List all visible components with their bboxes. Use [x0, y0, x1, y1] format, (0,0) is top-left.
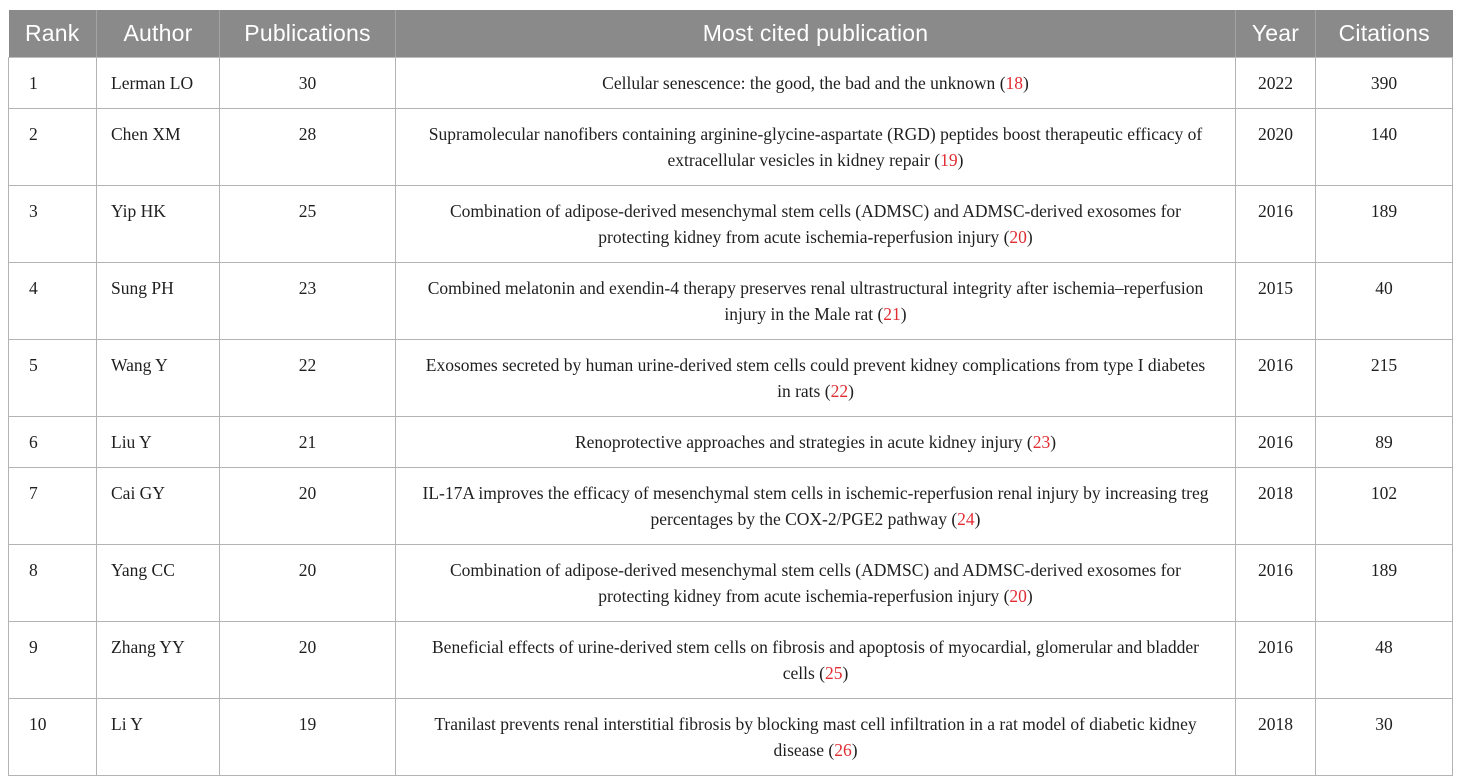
column-header-rank: Rank	[9, 10, 97, 58]
citation-reference-link[interactable]: 20	[1009, 586, 1027, 606]
year-cell: 2016	[1236, 622, 1316, 699]
author-cell: Li Y	[97, 699, 220, 776]
reference-open-paren: (	[820, 381, 831, 401]
reference-close-paren: )	[851, 740, 858, 760]
citations-count-cell: 30	[1316, 699, 1453, 776]
citations-count-cell: 390	[1316, 58, 1453, 109]
citation-reference-link[interactable]: 26	[834, 740, 852, 760]
rank-cell: 5	[9, 340, 97, 417]
author-cell: Liu Y	[97, 417, 220, 468]
publications-count-cell: 28	[220, 109, 396, 186]
author-cell: Zhang YY	[97, 622, 220, 699]
citation-reference-link[interactable]: 25	[824, 663, 843, 683]
publication-title-cell	[396, 109, 1236, 186]
publication-title-text: Exosomes secreted by human urine-derived stem cells could prevent kidney complications from type I diabetes in rats	[425, 355, 1206, 401]
reference-close-paren: )	[1023, 73, 1029, 93]
rank-cell: 7	[9, 468, 97, 545]
reference-close-paren: )	[1026, 586, 1033, 606]
author-cell: Wang Y	[97, 340, 220, 417]
rank-cell: 6	[9, 417, 97, 468]
column-header-most-cited-publication: Most cited publication	[396, 10, 1236, 58]
citations-count-cell: 40	[1316, 263, 1453, 340]
publication-title-cell	[396, 263, 1236, 340]
year-cell: 2015	[1236, 263, 1316, 340]
publication-title-cell	[396, 186, 1236, 263]
publication-title-text: Combined melatonin and exendin-4 therapy preserves renal ultrastructural integrity after ischemia–reperfusion injury in the Male rat	[427, 278, 1204, 324]
citations-count-cell: 215	[1316, 340, 1453, 417]
table-row	[9, 340, 1453, 417]
reference-close-paren: )	[848, 381, 854, 401]
publication-title-text: Tranilast prevents renal interstitial fibrosis by blocking mast cell infiltration in a rat model of diabetic kidney disease	[434, 714, 1197, 760]
publications-count-cell: 20	[220, 468, 396, 545]
publications-count-cell: 20	[220, 622, 396, 699]
table-row	[9, 699, 1453, 776]
citations-count-cell: 48	[1316, 622, 1453, 699]
rank-cell: 8	[9, 545, 97, 622]
author-cell: Sung PH	[97, 263, 220, 340]
publication-title-text: Cellular senescence: the good, the bad and the unknown	[602, 73, 996, 93]
cited-publications-table-container	[8, 10, 1452, 776]
author-cell: Yang CC	[97, 545, 220, 622]
citation-reference-link[interactable]: 20	[1009, 227, 1027, 247]
publication-title-text: Combination of adipose-derived mesenchymal stem cells (ADMSC) and ADMSC-derived exosomes for protecting kidney from acute ischemia-reperfusion injury	[450, 201, 1181, 247]
publications-count-cell: 20	[220, 545, 396, 622]
reference-close-paren: )	[957, 150, 964, 170]
publication-title-cell	[396, 545, 1236, 622]
column-header-citations: Citations	[1316, 10, 1453, 58]
reference-open-paren: (	[1022, 432, 1033, 452]
citation-reference-link[interactable]: 24	[957, 509, 975, 529]
rank-cell: 3	[9, 186, 97, 263]
most-cited-publications-table	[8, 10, 1453, 776]
year-cell: 2016	[1236, 545, 1316, 622]
table-row	[9, 417, 1453, 468]
table-body	[9, 58, 1453, 776]
reference-open-paren: (	[995, 73, 1006, 93]
column-header-year: Year	[1236, 10, 1316, 58]
reference-open-paren: (	[824, 740, 835, 760]
column-header-publications: Publications	[220, 10, 396, 58]
publication-title-text: Supramolecular nanofibers containing arginine-glycine-aspartate (RGD) peptides boost therapeutic efficacy of extracellular vesicles in kidney repair	[428, 124, 1203, 170]
table-row	[9, 186, 1453, 263]
publications-count-cell: 23	[220, 263, 396, 340]
year-cell: 2018	[1236, 468, 1316, 545]
author-cell: Lerman LO	[97, 58, 220, 109]
citations-count-cell: 140	[1316, 109, 1453, 186]
citations-count-cell: 189	[1316, 545, 1453, 622]
author-cell: Cai GY	[97, 468, 220, 545]
citation-reference-link[interactable]: 21	[883, 304, 901, 324]
reference-open-paren: (	[929, 150, 941, 170]
publication-title-cell	[396, 468, 1236, 545]
publications-count-cell: 30	[220, 58, 396, 109]
citation-reference-link[interactable]: 19	[940, 150, 958, 170]
reference-close-paren: )	[900, 304, 907, 324]
publication-title-cell	[396, 417, 1236, 468]
citation-reference-link[interactable]: 23	[1032, 432, 1051, 452]
reference-open-paren: (	[999, 227, 1010, 247]
table-row	[9, 545, 1453, 622]
publication-title-cell	[396, 699, 1236, 776]
rank-cell: 9	[9, 622, 97, 699]
table-row	[9, 622, 1453, 699]
rank-cell: 4	[9, 263, 97, 340]
reference-close-paren: )	[1026, 227, 1033, 247]
table-row	[9, 58, 1453, 109]
column-header-author: Author	[97, 10, 220, 58]
publications-count-cell: 19	[220, 699, 396, 776]
publications-count-cell: 22	[220, 340, 396, 417]
table-row	[9, 109, 1453, 186]
rank-cell: 10	[9, 699, 97, 776]
citation-reference-link[interactable]: 22	[830, 381, 849, 401]
publication-title-text: Combination of adipose-derived mesenchymal stem cells (ADMSC) and ADMSC-derived exosomes for protecting kidney from acute ischemia-reperfusion injury	[450, 560, 1181, 606]
reference-close-paren: )	[1050, 432, 1057, 452]
citations-count-cell: 189	[1316, 186, 1453, 263]
citations-count-cell: 102	[1316, 468, 1453, 545]
table-header	[9, 10, 1453, 58]
reference-close-paren: )	[974, 509, 981, 529]
author-cell: Yip HK	[97, 186, 220, 263]
table-row	[9, 468, 1453, 545]
table-header-row	[9, 10, 1453, 58]
publication-title-text: Renoprotective approaches and strategies in acute kidney injury	[574, 432, 1023, 452]
publication-title-text: Beneficial effects of urine-derived stem cells on fibrosis and apoptosis of myocardial, glomerular and bladder cells	[432, 637, 1199, 683]
year-cell: 2020	[1236, 109, 1316, 186]
year-cell: 2016	[1236, 417, 1316, 468]
rank-cell: 1	[9, 58, 97, 109]
year-cell: 2016	[1236, 186, 1316, 263]
year-cell: 2022	[1236, 58, 1316, 109]
citations-count-cell: 89	[1316, 417, 1453, 468]
year-cell: 2018	[1236, 699, 1316, 776]
publication-title-cell	[396, 622, 1236, 699]
publication-title-cell	[396, 58, 1236, 109]
publication-title-cell	[396, 340, 1236, 417]
rank-cell: 2	[9, 109, 97, 186]
publications-count-cell: 21	[220, 417, 396, 468]
reference-open-paren: (	[999, 586, 1010, 606]
reference-open-paren: (	[873, 304, 884, 324]
publications-count-cell: 25	[220, 186, 396, 263]
citation-reference-link[interactable]: 18	[1005, 73, 1024, 93]
reference-close-paren: )	[842, 663, 849, 683]
reference-open-paren: (	[946, 509, 958, 529]
year-cell: 2016	[1236, 340, 1316, 417]
publication-title-text: IL-17A improves the efficacy of mesenchymal stem cells in ischemic-reperfusion renal injury by increasing treg percentages by the COX-2/PGE2 pathway	[422, 483, 1209, 529]
author-cell: Chen XM	[97, 109, 220, 186]
table-row	[9, 263, 1453, 340]
reference-open-paren: (	[814, 663, 825, 683]
